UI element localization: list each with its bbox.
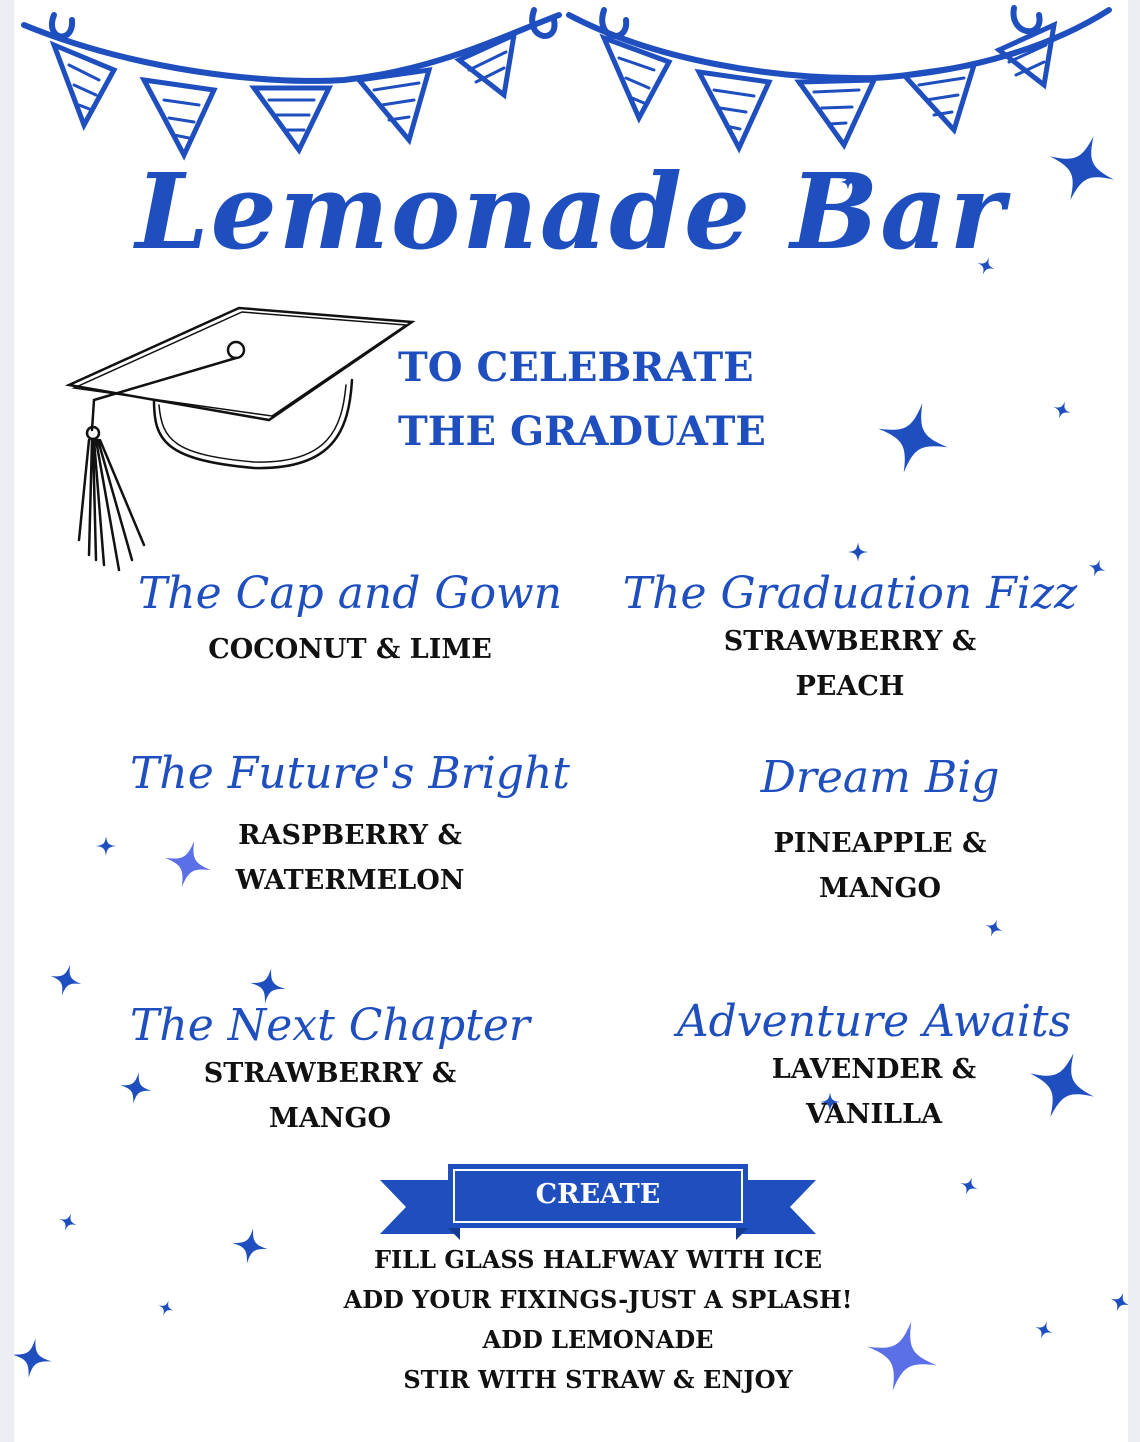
instruction-step: ADD YOUR FIXINGS-JUST A SPLASH!: [343, 1285, 853, 1314]
drink-flavor: PINEAPPLE &: [773, 828, 987, 859]
drink-flavor: PEACH: [795, 671, 905, 702]
drink-item: [110, 568, 590, 672]
bunting-icon: [569, 8, 1109, 148]
subtitle-line: TO CELEBRATE: [398, 344, 754, 391]
drink-name: Dream Big: [760, 752, 1000, 803]
drink-item: [110, 748, 590, 903]
drink-flavor: WATERMELON: [235, 865, 465, 896]
subtitle: [398, 336, 766, 464]
bunting-icon: [24, 10, 559, 155]
drink-flavor: RASPBERRY &: [238, 820, 462, 851]
drink-name: The Next Chapter: [130, 1000, 530, 1051]
drink-flavor: COCONUT & LIME: [208, 634, 492, 665]
drink-item: [110, 1000, 550, 1141]
drink-name: The Cap and Gown: [137, 568, 563, 619]
instruction-step: FILL GLASS HALFWAY WITH ICE: [373, 1245, 823, 1274]
drink-item: [610, 568, 1090, 709]
instruction-step: STIR WITH STRAW & ENJOY: [403, 1365, 793, 1394]
drink-flavor: MANGO: [818, 873, 942, 904]
drink-name: Adventure Awaits: [676, 996, 1072, 1047]
instructions-list: [14, 1240, 1128, 1400]
drink-item: [644, 996, 1104, 1137]
subtitle-line: THE GRADUATE: [398, 408, 766, 455]
drink-flavor: LAVENDER &: [771, 1054, 977, 1085]
lemonade-bar-sign: [14, 0, 1128, 1442]
drink-item: [640, 752, 1120, 911]
create-banner-label: CREATE: [535, 1179, 661, 1210]
instruction-step: ADD LEMONADE: [482, 1325, 714, 1354]
drink-name: The Graduation Fizz: [622, 568, 1078, 619]
drink-flavor: VANILLA: [805, 1099, 943, 1130]
drink-flavor: STRAWBERRY &: [203, 1058, 457, 1089]
drink-flavor: MANGO: [268, 1103, 392, 1134]
page-title: Lemonade Bar: [135, 150, 1007, 273]
drink-flavor: STRAWBERRY &: [723, 626, 977, 657]
graduation-cap-icon: [69, 308, 412, 570]
drink-name: The Future's Bright: [130, 748, 570, 799]
